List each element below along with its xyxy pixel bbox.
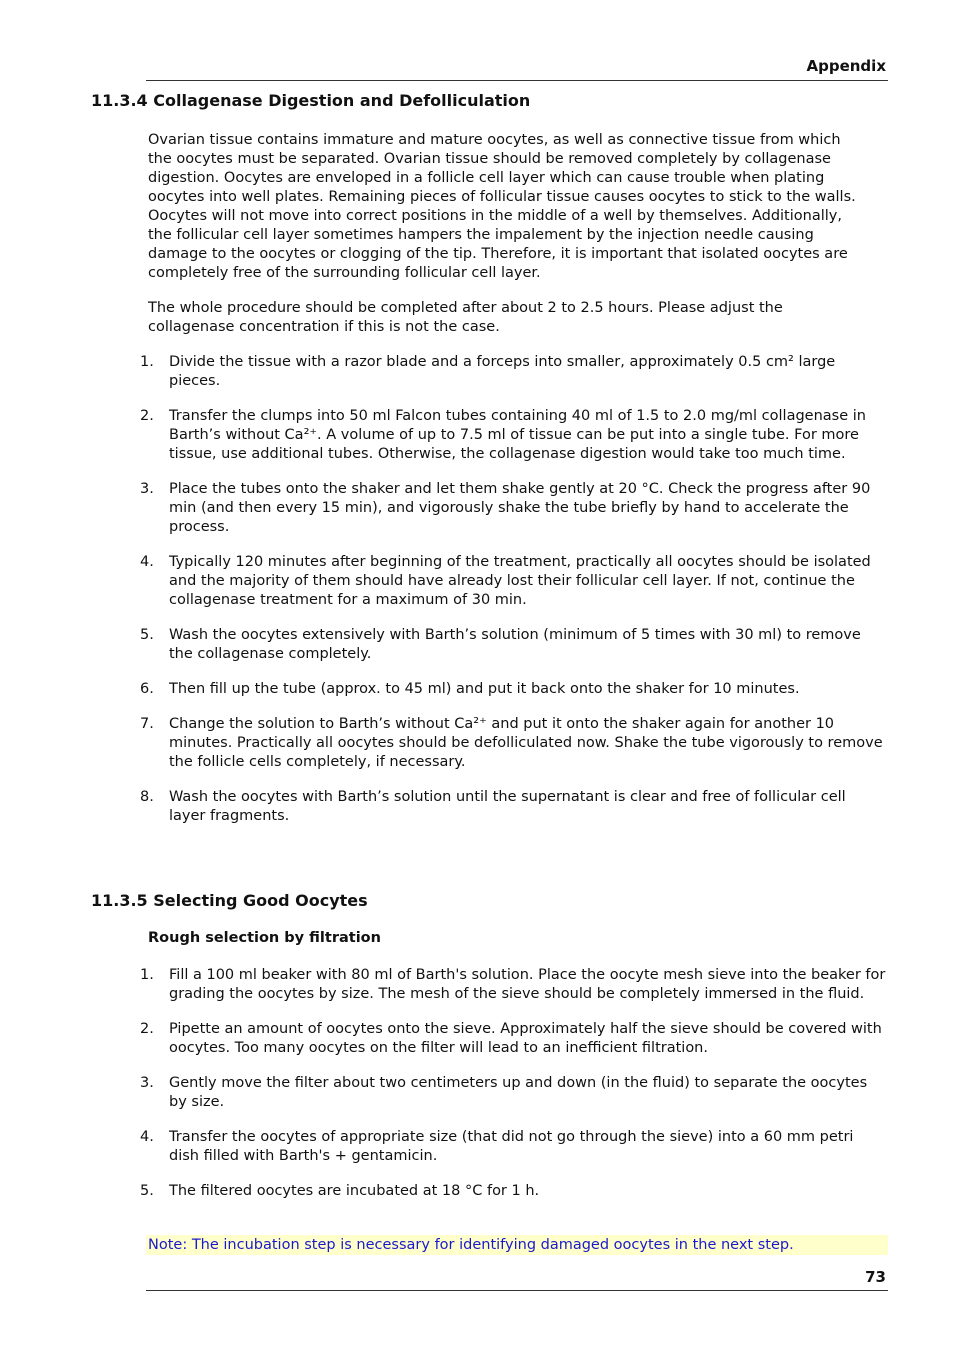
step-number: 6. — [140, 681, 154, 697]
step-text: Gently move the filter about two centimeters up and down (in the fluid) to separate the oocytes by size. — [169, 1075, 868, 1110]
step-text: Transfer the oocytes of appropriate size (that did not go through the sieve) into a 60 mm petri dish filled with Barth's + gentamicin. — [169, 1129, 854, 1164]
section-title-selecting-oocytes: 11.3.5 Selecting Good Oocytes — [91, 891, 368, 910]
list-item — [140, 480, 886, 537]
subheading-rough-selection: Rough selection by filtration — [148, 930, 381, 946]
step-text: Then fill up the tube (approx. to 45 ml) and put it back onto the shaker for 10 minutes. — [169, 681, 800, 697]
step-text: Place the tubes onto the shaker and let them shake gently at 20 °C. Check the progress after 90 min (and then every 15 min), and vigorously shake the tube briefly by hand to accelerate the process. — [169, 481, 871, 535]
section-title-collagenase: 11.3.4 Collagenase Digestion and Defolliculation — [91, 91, 531, 110]
step-number: 5. — [140, 1183, 154, 1199]
step-text: Transfer the clumps into 50 ml Falcon tubes containing 40 ml of 1.5 to 2.0 mg/ml collagenase in Barth’s without Ca²⁺. A volume of up to 7.5 ml of tissue can be put into a single tube. For more tissue, use additional tubes. Otherwise, the collagenase digestion would take too much time. — [169, 408, 866, 462]
paragraph: The whole procedure should be completed after about 2 to 2.5 hours. Please adjust the collagenase concentration if this is not the case. — [148, 300, 783, 335]
page-number: 73 — [865, 1268, 886, 1286]
list-item — [140, 966, 886, 1004]
list-item — [140, 1182, 886, 1201]
list-item — [140, 1128, 886, 1166]
collagenase-steps-list — [140, 353, 886, 842]
header-label: Appendix — [806, 57, 886, 75]
step-text: Divide the tissue with a razor blade and a forceps into smaller, approximately 0.5 cm² large pieces. — [169, 354, 836, 389]
list-item — [140, 680, 886, 699]
step-number: 4. — [140, 554, 154, 570]
step-text: Pipette an amount of oocytes onto the sieve. Approximately half the sieve should be covered with oocytes. Too many oocytes on the filter will lead to an inefficient filtration. — [169, 1021, 882, 1056]
step-text: Wash the oocytes extensively with Barth’s solution (minimum of 5 times with 30 ml) to remove the collagenase completely. — [169, 627, 861, 662]
paragraph: Ovarian tissue contains immature and mature oocytes, as well as connective tissue from which the oocytes must be separated. Ovarian tissue should be removed completely by collagenase digestion. Oocytes are enveloped in a follicle cell layer which can cause trouble when plating oocytes into well plates. Remaining pieces of follicular tissue causes oocytes to stick to the walls. Oocytes will not move into correct positions in the middle of a well by themselves. Additionally, the follicular cell layer sometimes hampers the impalement by the injection needle causing damage to the oocytes or clogging of the tip. Therefore, it is important that isolated oocytes are completely free of the surrounding follicular cell layer. — [148, 132, 856, 281]
step-text: Wash the oocytes with Barth’s solution until the supernatant is clear and free of follicular cell layer fragments. — [169, 789, 846, 824]
header-rule — [146, 80, 888, 81]
step-number: 3. — [140, 481, 154, 497]
step-number: 7. — [140, 716, 154, 732]
step-text: Typically 120 minutes after beginning of the treatment, practically all oocytes should be isolated and the majority of them should have already lost their follicular cell layer. If not, continue the collagenase treatment for a maximum of 30 min. — [169, 554, 871, 608]
list-item — [140, 715, 886, 772]
list-item — [140, 788, 886, 826]
list-item — [140, 1020, 886, 1058]
step-number: 3. — [140, 1075, 154, 1091]
step-text: The filtered oocytes are incubated at 18 °C for 1 h. — [169, 1183, 540, 1199]
list-item — [140, 407, 886, 464]
step-number: 2. — [140, 1021, 154, 1037]
list-item — [140, 1074, 886, 1112]
step-number: 5. — [140, 627, 154, 643]
list-item — [140, 626, 886, 664]
list-item — [140, 353, 886, 391]
step-number: 1. — [140, 354, 154, 370]
filtration-steps-list — [140, 966, 886, 1217]
step-text: Fill a 100 ml beaker with 80 ml of Barth's solution. Place the oocyte mesh sieve into the beaker for grading the oocytes by size. The mesh of the sieve should be completely immersed in the fluid. — [169, 967, 886, 1002]
step-number: 2. — [140, 408, 154, 424]
step-text: Change the solution to Barth’s without Ca²⁺ and put it onto the shaker again for another 10 minutes. Practically all oocytes should be defolliculated now. Shake the tube vigorously to remove the follicle cells completely, if necessary. — [169, 716, 883, 770]
list-item — [140, 553, 886, 610]
step-number: 8. — [140, 789, 154, 805]
step-number: 4. — [140, 1129, 154, 1145]
note-box: Note: The incubation step is necessary for identifying damaged oocytes in the next step. — [146, 1235, 888, 1255]
footer-rule — [146, 1290, 888, 1291]
step-number: 1. — [140, 967, 154, 983]
